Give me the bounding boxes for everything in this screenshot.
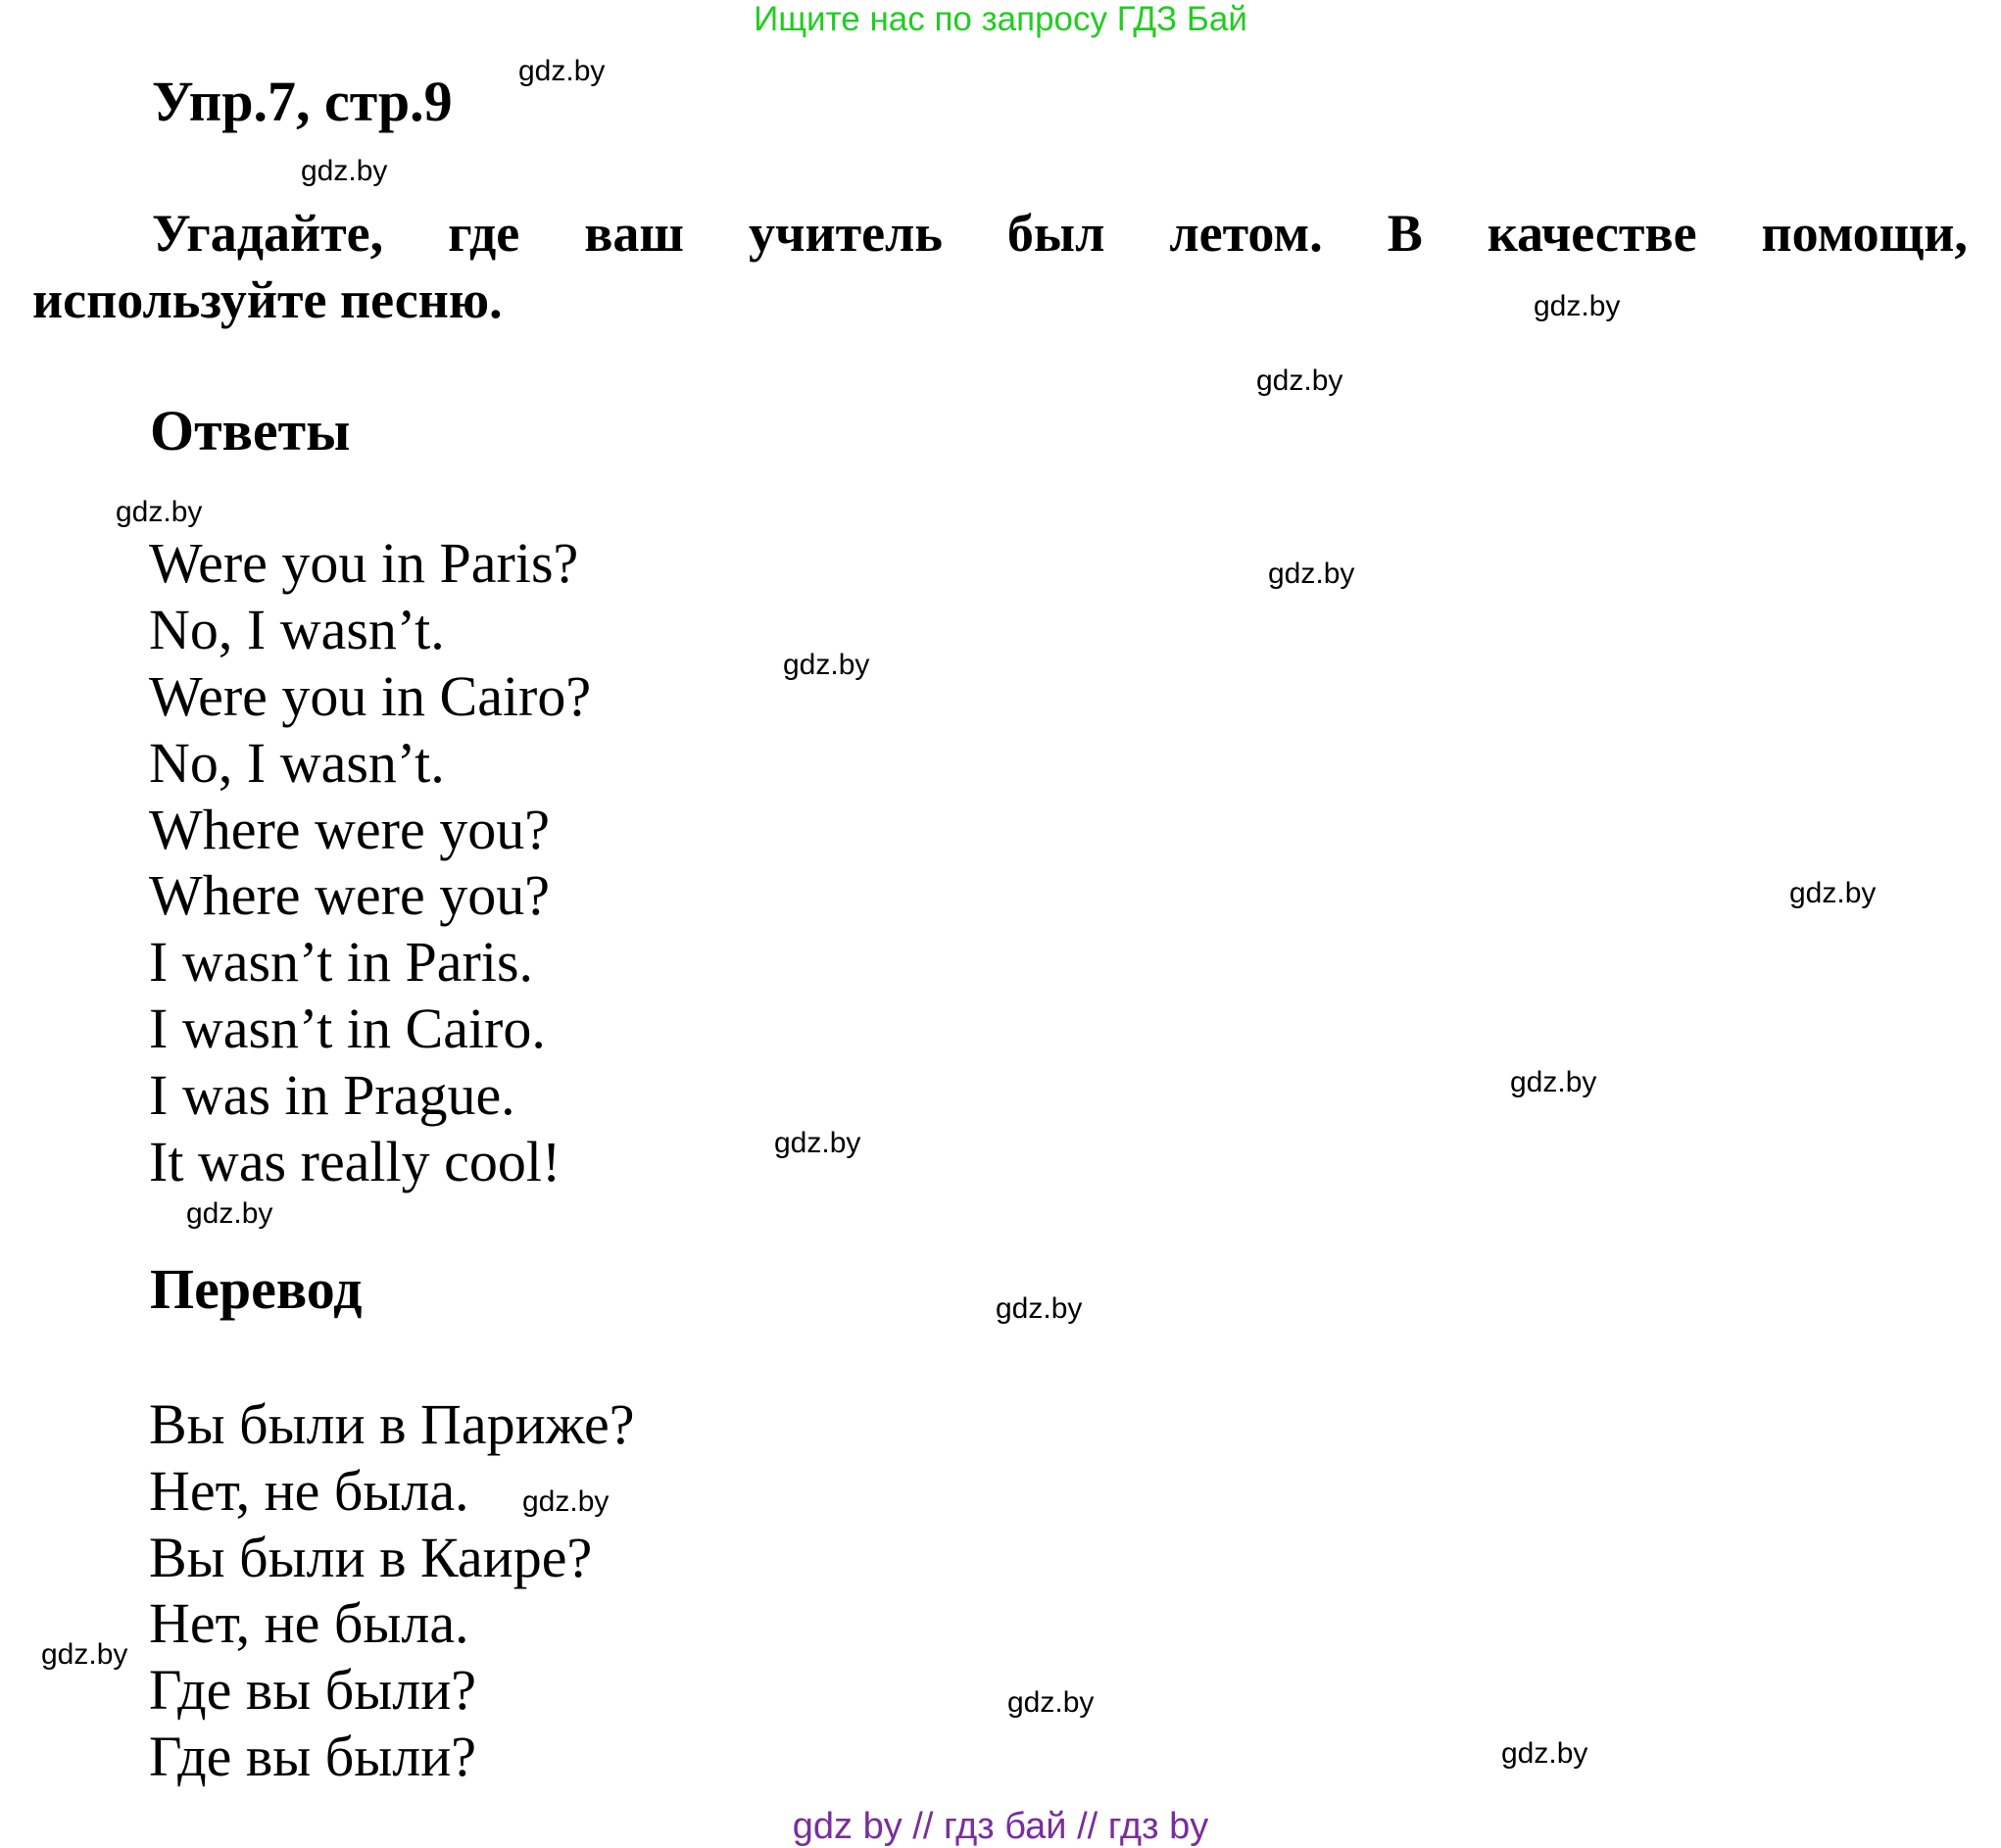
watermark: gdz.by [41, 1638, 128, 1671]
watermark: gdz.by [116, 496, 203, 528]
task-line-2: используйте песню. [32, 270, 503, 329]
translation-line: Где вы были? [149, 1725, 476, 1788]
translation-line: Нет, не была. [149, 1591, 469, 1655]
top-banner: Ищите нас по запросу ГДЗ Бай [754, 0, 1247, 38]
answer-line: Where were you? [149, 863, 550, 927]
watermark: gdz.by [996, 1292, 1083, 1325]
task-word: В [1387, 204, 1423, 263]
answer-line: Were you in Cairo? [149, 664, 592, 728]
task-instruction [32, 200, 1968, 333]
answer-line: No, I wasn’t. [149, 731, 445, 795]
watermark: gdz.by [1510, 1066, 1597, 1098]
answer-line: Were you in Paris? [149, 531, 579, 595]
watermark: gdz.by [1256, 365, 1343, 397]
watermark: gdz.by [1268, 558, 1355, 590]
watermark: gdz.by [774, 1127, 861, 1159]
task-word: где [448, 204, 520, 263]
watermark: gdz.by [1007, 1686, 1095, 1719]
watermark: gdz.by [518, 55, 606, 87]
task-word: учитель [749, 204, 943, 263]
translation-heading: Перевод [150, 1257, 363, 1321]
watermark: gdz.by [522, 1485, 610, 1518]
watermark: gdz.by [1789, 877, 1877, 909]
answer-line: I wasn’t in Cairo. [149, 997, 546, 1060]
task-word: был [1006, 204, 1105, 263]
answer-line: I wasn’t in Paris. [149, 930, 534, 994]
answer-line: I was in Prague. [149, 1063, 515, 1127]
answer-line: It was really cool! [149, 1130, 561, 1193]
exercise-title: Упр.7, стр.9 [152, 70, 453, 133]
translation-line: Где вы были? [149, 1658, 476, 1722]
task-word: ваш [584, 204, 685, 263]
watermark: gdz.by [186, 1197, 273, 1230]
watermark: gdz.by [783, 649, 870, 681]
task-line-1 [32, 200, 1968, 267]
watermark: gdz.by [1501, 1737, 1588, 1770]
translation-line: Вы были в Париже? [149, 1392, 635, 1456]
watermark: gdz.by [1534, 290, 1621, 322]
answer-line: No, I wasn’t. [149, 598, 445, 661]
footer-watermark: gdz by // гдз бай // гдз by [792, 1806, 1209, 1847]
task-word: летом. [1169, 204, 1323, 263]
translation-line: Вы были в Каире? [149, 1526, 593, 1589]
task-word: Угадайте, [152, 204, 384, 263]
translation-line: Нет, не была. [149, 1459, 469, 1523]
answers-heading: Ответы [150, 399, 351, 462]
answer-line: Where were you? [149, 798, 550, 861]
task-word: качестве [1487, 204, 1697, 263]
watermark: gdz.by [301, 155, 388, 187]
task-word: помощи, [1761, 204, 1968, 263]
